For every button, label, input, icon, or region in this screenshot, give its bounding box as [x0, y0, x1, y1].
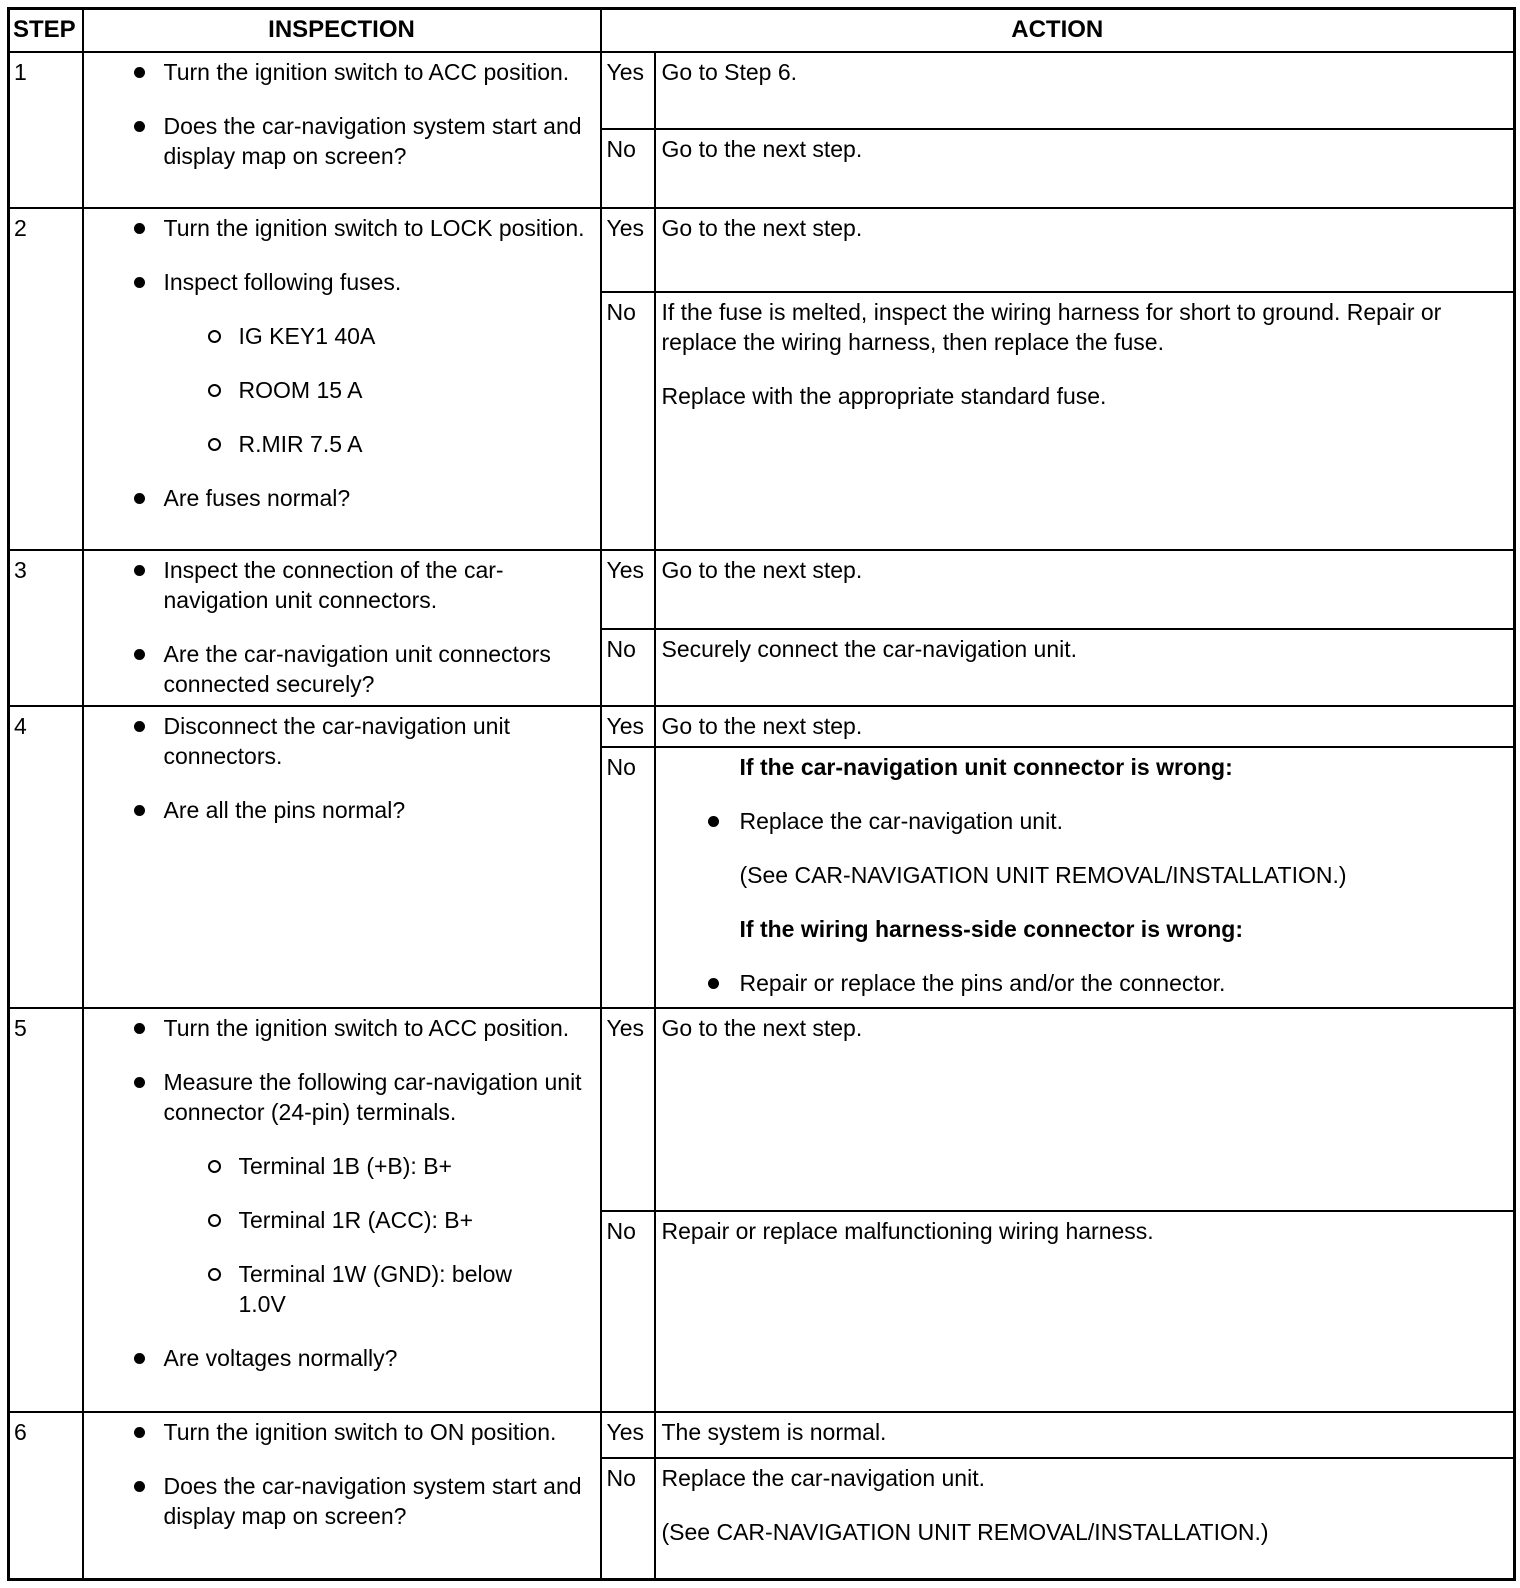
- step-5-inspection: [83, 1008, 601, 1412]
- no-label: No: [601, 629, 655, 706]
- bullet-item: Measure the following car-navigation unit connector (24-pin) terminals.: [84, 1067, 590, 1127]
- step-number: 1: [9, 52, 83, 208]
- bullet-item: Turn the ignition switch to ACC position.: [84, 1013, 590, 1043]
- step-number: 3: [9, 550, 83, 706]
- step-5-no-action: Repair or replace malfunctioning wiring harness.: [655, 1211, 1515, 1412]
- bullet-item: Turn the ignition switch to ACC position.: [84, 57, 590, 87]
- step-1-yes-action: Go to Step 6.: [655, 52, 1515, 129]
- sub-bullet-item: ROOM 15 A: [84, 375, 590, 405]
- reference-note: (See CAR-NAVIGATION UNIT REMOVAL/INSTALLATION.): [661, 1518, 1269, 1545]
- sub-bullet-item: Terminal 1W (GND): below 1.0V: [84, 1259, 590, 1319]
- step-4-yes-action: Go to the next step.: [655, 706, 1515, 747]
- header-inspection: INSPECTION: [83, 9, 601, 52]
- condition-heading: If the wiring harness-side connector is wrong:: [739, 915, 1244, 942]
- action-bullet: Replace the car-navigation unit.: [662, 806, 1506, 836]
- yes-label: Yes: [601, 706, 655, 747]
- step-1-yes-row: [9, 52, 1515, 129]
- yes-label: Yes: [601, 550, 655, 629]
- yes-label: Yes: [601, 52, 655, 129]
- step-2-yes-action: Go to the next step.: [655, 208, 1515, 292]
- step-3-no-action: Securely connect the car-navigation unit.: [655, 629, 1515, 706]
- yes-label: Yes: [601, 208, 655, 292]
- action-bullet: Repair or replace the pins and/or the connector.: [662, 968, 1506, 998]
- condition-heading: If the car-navigation unit connector is wrong:: [739, 753, 1233, 780]
- step-6-no-action: [655, 1458, 1515, 1580]
- bullet-item: Turn the ignition switch to LOCK position.: [84, 213, 590, 243]
- header-row: [9, 9, 1515, 52]
- bullet-item: Does the car-navigation system start and display map on screen?: [84, 1471, 590, 1531]
- bullet-item: Inspect the connection of the car-navigation unit connectors.: [84, 555, 590, 615]
- step-6-yes-action: The system is normal.: [655, 1412, 1515, 1458]
- bullet-item: Does the car-navigation system start and display map on screen?: [84, 111, 590, 171]
- yes-label: Yes: [601, 1008, 655, 1211]
- bullet-item: Are all the pins normal?: [84, 795, 590, 825]
- sub-bullet-item: Terminal 1B (+B): B+: [84, 1151, 590, 1181]
- no-label: No: [601, 1211, 655, 1412]
- sub-bullet-item: Terminal 1R (ACC): B+: [84, 1205, 590, 1235]
- step-5-yes-action: Go to the next step.: [655, 1008, 1515, 1211]
- step-3-yes-action: Go to the next step.: [655, 550, 1515, 629]
- no-label: No: [601, 747, 655, 1008]
- sub-bullet-item: IG KEY1 40A: [84, 321, 590, 351]
- no-label: No: [601, 129, 655, 208]
- step-6-yes-row: [9, 1412, 1515, 1458]
- step-6-inspection: [83, 1412, 601, 1580]
- step-2-no-action: [655, 292, 1515, 550]
- reference-note: (See CAR-NAVIGATION UNIT REMOVAL/INSTALLATION.): [739, 861, 1347, 888]
- step-5-yes-row: [9, 1008, 1515, 1211]
- step-3-inspection: [83, 550, 601, 706]
- troubleshooting-table: [7, 7, 1516, 1581]
- action-paragraph: If the fuse is melted, inspect the wiring harness for short to ground. Repair or replace the wiring harness, then replace the fuse.: [661, 298, 1442, 355]
- step-number: 4: [9, 706, 83, 1008]
- step-1-inspection: [83, 52, 601, 208]
- step-4-no-action: [655, 747, 1515, 1008]
- step-4-inspection: [83, 706, 601, 1008]
- no-label: No: [601, 1458, 655, 1580]
- header-action: ACTION: [601, 9, 1515, 52]
- header-step: STEP: [9, 9, 83, 52]
- step-2-inspection: [83, 208, 601, 550]
- bullet-item: Are the car-navigation unit connectors connected securely?: [84, 639, 590, 699]
- step-number: 5: [9, 1008, 83, 1412]
- bullet-item: Are fuses normal?: [84, 483, 590, 513]
- no-label: No: [601, 292, 655, 550]
- step-number: 2: [9, 208, 83, 550]
- step-4-yes-row: [9, 706, 1515, 747]
- step-1-no-action: Go to the next step.: [655, 129, 1515, 208]
- bullet-item: Are voltages normally?: [84, 1343, 590, 1373]
- bullet-item: Inspect following fuses.: [84, 267, 590, 297]
- step-number: 6: [9, 1412, 83, 1580]
- sub-bullet-item: R.MIR 7.5 A: [84, 429, 590, 459]
- yes-label: Yes: [601, 1412, 655, 1458]
- bullet-item: Disconnect the car-navigation unit connectors.: [84, 711, 590, 771]
- step-3-yes-row: [9, 550, 1515, 629]
- action-paragraph: Replace with the appropriate standard fuse.: [661, 382, 1107, 409]
- action-paragraph: Replace the car-navigation unit.: [661, 1464, 985, 1491]
- step-2-yes-row: [9, 208, 1515, 292]
- bullet-item: Turn the ignition switch to ON position.: [84, 1417, 590, 1447]
